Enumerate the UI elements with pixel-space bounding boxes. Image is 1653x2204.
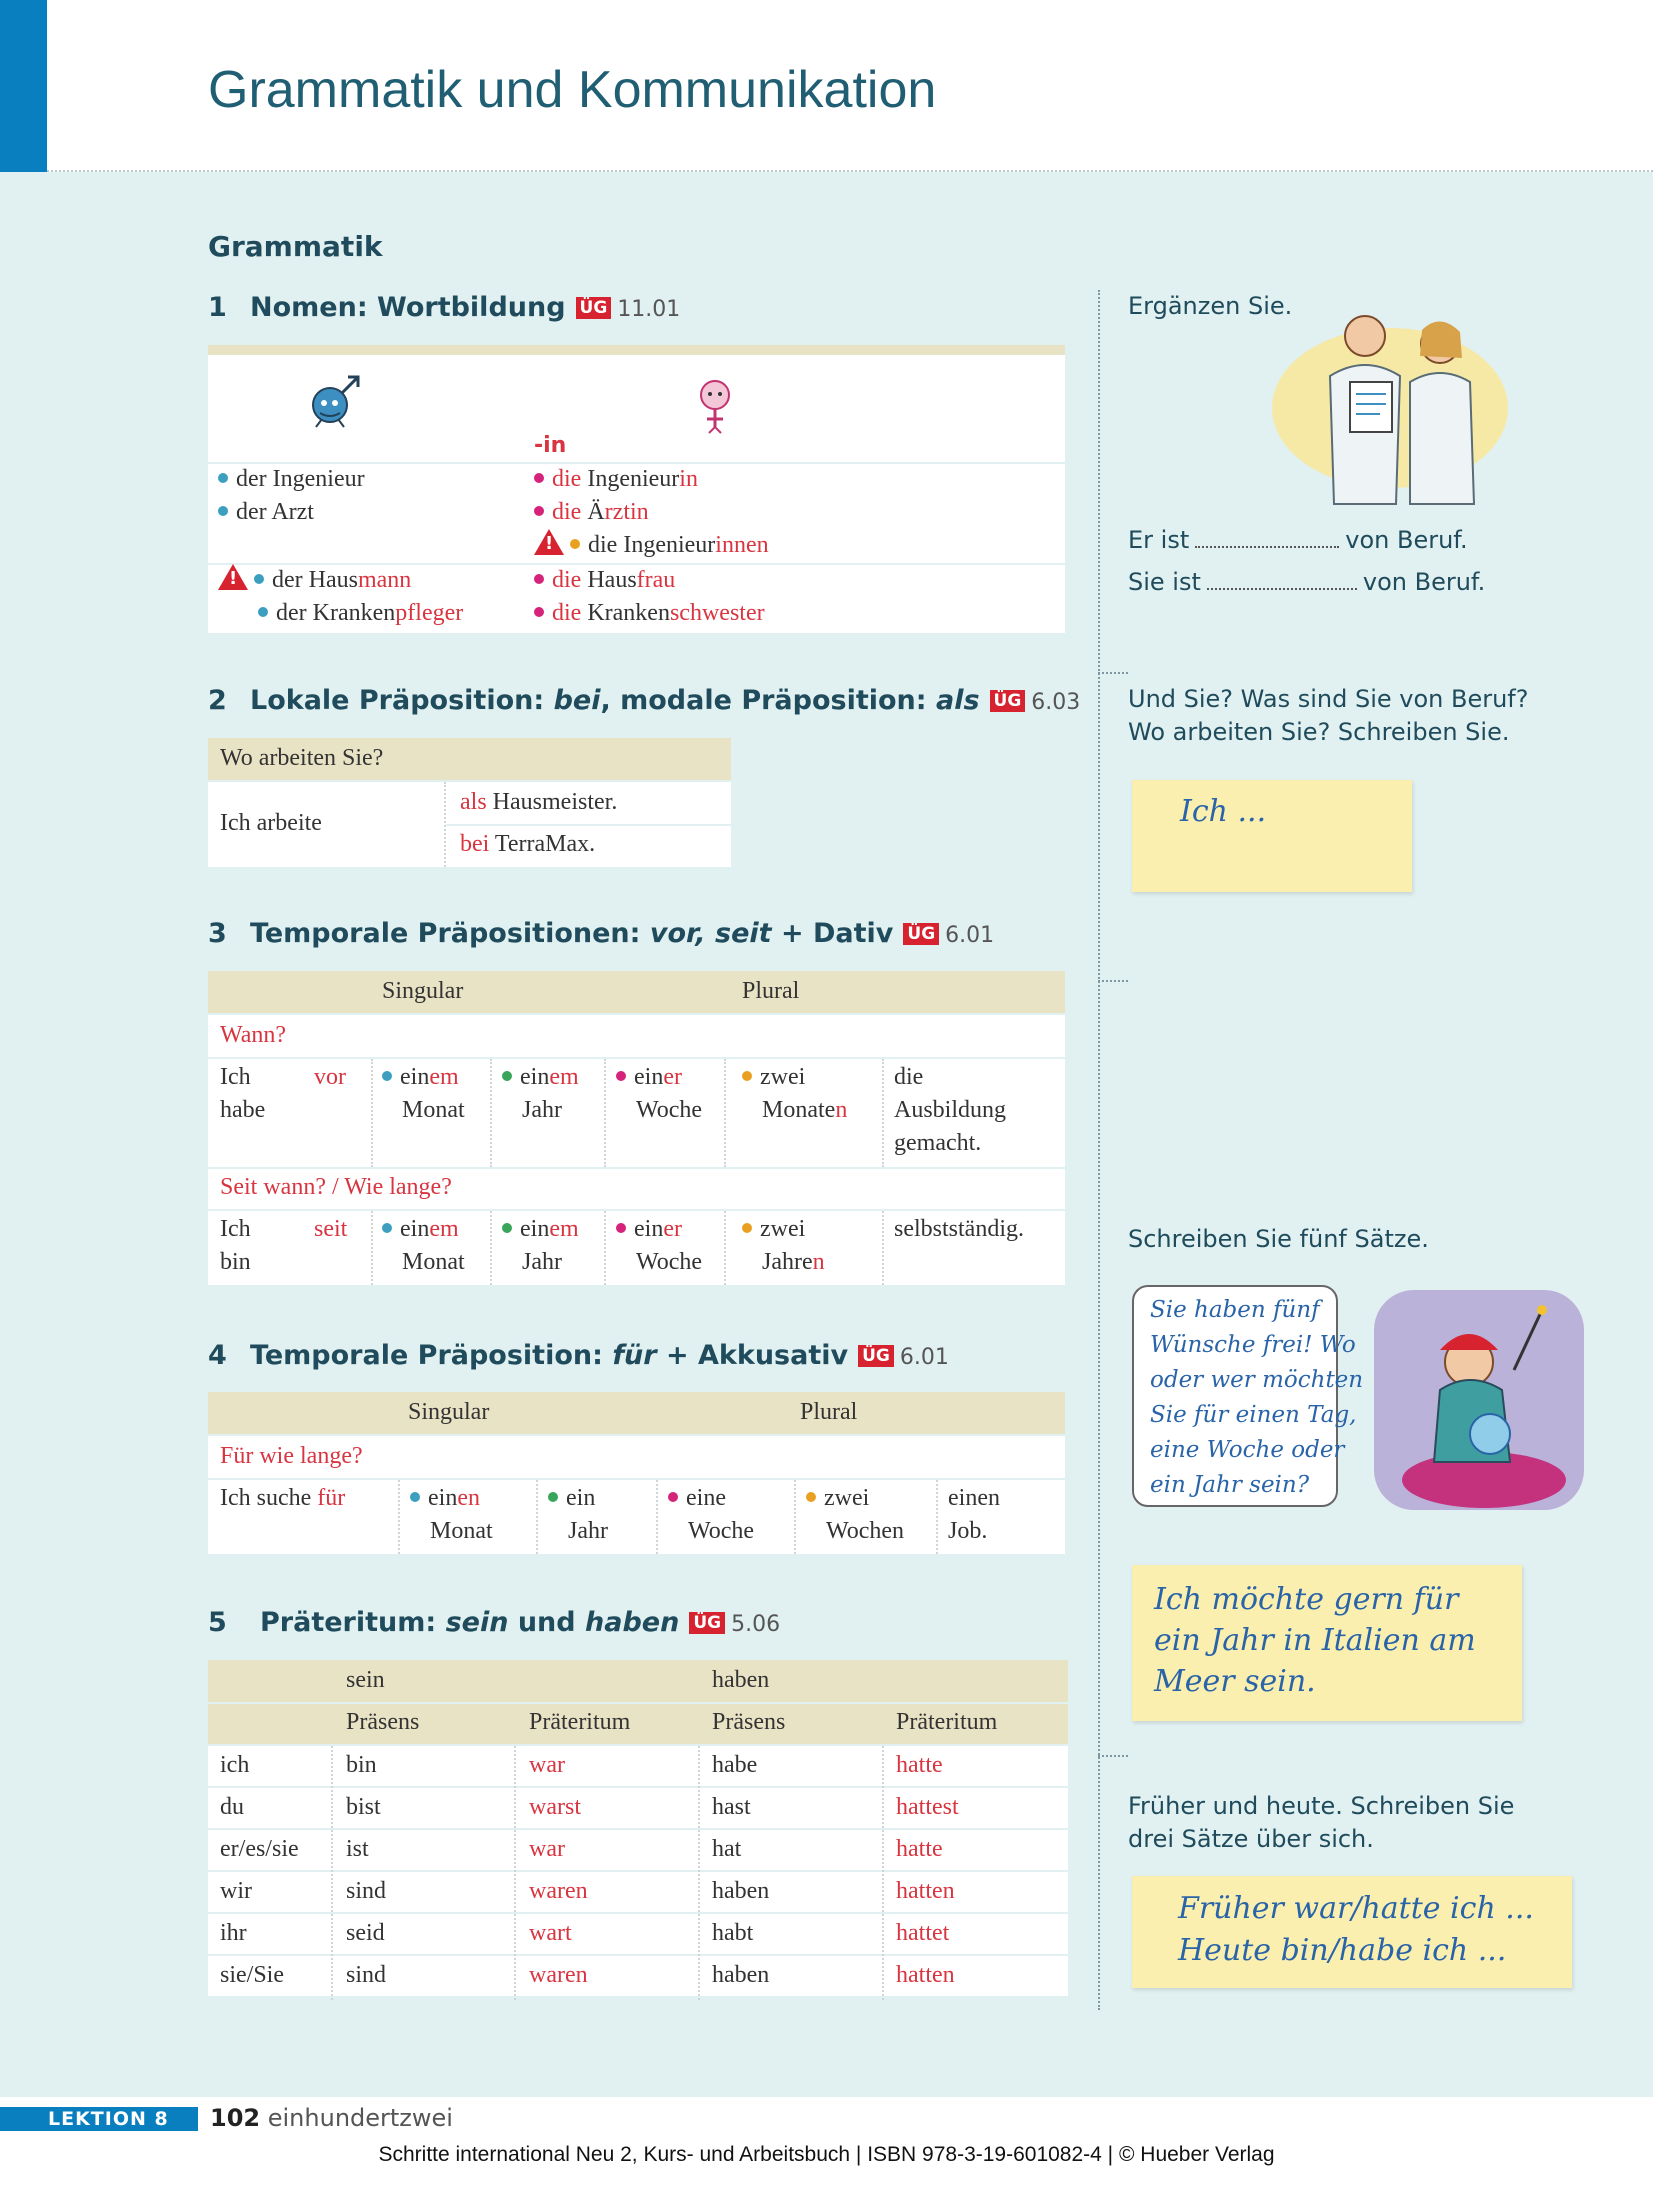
s3-r1-c3n: Woche [636, 1097, 703, 1123]
s5-cell: hat [712, 1836, 742, 1862]
answer-note-1 [1132, 780, 1412, 892]
s5-cell: war [529, 1836, 565, 1862]
s3-q2: Seit wann? / Wie lange? [220, 1174, 452, 1200]
side-sie-ist: Sie ist von Beruf. [1128, 568, 1486, 596]
s4-header [208, 1392, 1065, 1434]
s5-cell: habt [712, 1920, 754, 1946]
s3-r2-e1: selbstständig. [894, 1216, 1024, 1242]
s5-cell: waren [529, 1962, 588, 1988]
s5-cell: habe [712, 1752, 758, 1778]
ug-badge: ÜG [858, 1345, 894, 1367]
s4-singular: Singular [408, 1399, 490, 1425]
s3-r1-c2n: Jahr [522, 1097, 562, 1123]
s3-r2-c1: einem [382, 1213, 459, 1246]
s3-table [208, 1015, 1065, 1285]
s3-r1-c1n: Monat [402, 1097, 465, 1123]
s4-c1n: Monat [430, 1518, 493, 1544]
s5-table [208, 1746, 1068, 2000]
s3-r1-c3: einer [616, 1061, 682, 1094]
s5-cell: hast [712, 1794, 751, 1820]
s3-r1-c4n: Monaten [762, 1097, 848, 1123]
s3-r1-subj: Ich [220, 1064, 251, 1090]
side-er-ist: Er ist von Beruf. [1128, 526, 1468, 554]
fortune-teller-illustration [1374, 1290, 1584, 1515]
s5-cell: ihr [220, 1920, 247, 1946]
bubble-line: oder wer möchten [1150, 1367, 1364, 1393]
accent-bar [0, 0, 47, 172]
s5-cell: haben [712, 1962, 770, 1988]
s3-header [208, 971, 1065, 1013]
s5-cell: wir [220, 1878, 252, 1904]
s5-cell: sie/Sie [220, 1962, 284, 1988]
footer-credit: Schritte international Neu 2, Kurs- und Arbeitsbuch | ISBN 978-3-19-601082-4 | © Hueber Verlag [378, 2143, 1275, 2166]
answer-note-2-line: Meer sein. [1154, 1664, 1316, 1699]
s4-c3: eine [668, 1482, 726, 1515]
s5-cell: wart [529, 1920, 572, 1946]
s5-h-praeteritum-2: Präteritum [896, 1709, 998, 1735]
doctors-illustration [1270, 298, 1510, 517]
s2-header [208, 738, 731, 780]
s5-cell: er/es/sie [220, 1836, 299, 1862]
s1-heading: 1 Nomen: Wortbildung ÜG 11.01 [208, 292, 681, 323]
s5-h-haben: haben [712, 1667, 770, 1693]
s5-cell: hatten [896, 1878, 955, 1904]
s1-right-3: !die Ingenieurinnen [534, 529, 769, 562]
s3-r2-c3: einer [616, 1213, 682, 1246]
s2-subject: Ich arbeite [220, 810, 322, 836]
s1-band [208, 345, 1065, 355]
bubble-line: Sie für einen Tag, [1150, 1402, 1357, 1428]
s4-table [208, 1436, 1065, 1554]
s3-r1-verb: habe [220, 1097, 266, 1123]
s5-cell: sind [346, 1878, 387, 1904]
s3-r2-subj: Ich [220, 1216, 251, 1242]
s3-singular: Singular [382, 978, 464, 1004]
s5-h-praesens-1: Präsens [346, 1709, 420, 1735]
s2-row2: bei TerraMax. [460, 831, 596, 857]
male-figure-icon [306, 373, 364, 438]
s1-suffix: -in [534, 433, 567, 458]
s3-r2-c3n: Woche [636, 1249, 703, 1275]
section-heading: Grammatik [208, 230, 383, 263]
footer-lektion-band [0, 2107, 198, 2131]
s4-question: Für wie lange? [220, 1443, 363, 1469]
side-instruction-4b: drei Sätze über sich. [1128, 1825, 1374, 1853]
s1-left-1: der Ingenieur [218, 463, 365, 496]
s5-cell: du [220, 1794, 244, 1820]
female-figure-icon [695, 377, 735, 440]
speech-bubble [1132, 1285, 1364, 1507]
s1-left-4: der Krankenpfleger [258, 597, 463, 630]
page-title: Grammatik und Kommunikation [208, 61, 937, 119]
s5-h-sein: sein [346, 1667, 385, 1693]
s5-heading: 5 Präteritum: sein und haben ÜG 5.06 [208, 1607, 781, 1638]
warning-icon [534, 529, 564, 555]
s2-row1: als Hausmeister. [460, 789, 618, 815]
bubble-line: Wünsche frei! Wo [1150, 1332, 1356, 1358]
s1-table [208, 355, 1065, 633]
sidebar-divider [1098, 290, 1100, 2010]
side-instruction-3: Schreiben Sie fünf Sätze. [1128, 1225, 1429, 1253]
footer-page: 102 einhundertzwei [210, 2104, 453, 2132]
answer-note-2-line: Ich möchte gern für [1154, 1582, 1459, 1617]
s4-e1: einen [948, 1485, 1000, 1511]
answer-note-2 [1132, 1565, 1522, 1721]
warning-icon [218, 564, 248, 590]
s3-r2-c1n: Monat [402, 1249, 465, 1275]
s5-cell: ich [220, 1752, 250, 1778]
side-instruction-2b: Wo arbeiten Sie? Schreiben Sie. [1128, 718, 1510, 746]
answer-note-3 [1132, 1876, 1572, 1988]
s3-r2-c4n: Jahren [762, 1249, 825, 1275]
s3-r1-c2: einem [502, 1061, 579, 1094]
answer-note-3-line: Heute bin/habe ich ... [1178, 1933, 1507, 1968]
bubble-line: Sie haben fünf [1150, 1297, 1320, 1323]
s4-c2: ein [548, 1482, 595, 1515]
answer-note-3-line: Früher war/hatte ich ... [1178, 1891, 1534, 1926]
s3-r2-verb: bin [220, 1249, 251, 1275]
s3-r1-c1: einem [382, 1061, 459, 1094]
s5-cell: hatten [896, 1962, 955, 1988]
s1-left-3: !der Hausmann [218, 564, 411, 597]
s2-heading: 2 Lokale Präposition: bei, modale Präposition: als ÜG 6.03 [208, 685, 1081, 716]
s3-r1-e2: Ausbildung [894, 1097, 1007, 1123]
side-instruction-4a: Früher und heute. Schreiben Sie [1128, 1792, 1515, 1820]
ug-badge: ÜG [689, 1612, 725, 1634]
ug-badge: ÜG [576, 297, 612, 319]
bubble-line: ein Jahr sein? [1150, 1472, 1310, 1498]
s1-right-2: die Ärztin [534, 496, 649, 529]
s1-right-4: die Hausfrau [534, 564, 675, 597]
s1-left-2: der Arzt [218, 496, 314, 529]
footer-lektion: LEKTION 8 [48, 2108, 169, 2130]
s5-cell: haben [712, 1878, 770, 1904]
s2-table [208, 782, 731, 867]
s5-cell: warst [529, 1794, 581, 1820]
answer-note-2-line: ein Jahr in Italien am [1154, 1623, 1476, 1658]
s5-h-praesens-2: Präsens [712, 1709, 786, 1735]
s3-heading: 3 Temporale Präpositionen: vor, seit + Dativ ÜG 6.01 [208, 918, 995, 949]
s5-h-praeteritum-1: Präteritum [529, 1709, 631, 1735]
s4-plural: Plural [800, 1399, 858, 1425]
s5-cell: ist [346, 1836, 369, 1862]
s5-cell: seid [346, 1920, 385, 1946]
s5-cell: waren [529, 1878, 588, 1904]
s3-q1: Wann? [220, 1022, 287, 1048]
s3-r1-c4: zwei [742, 1061, 805, 1094]
s3-r1-e3: gemacht. [894, 1130, 982, 1156]
s4-c1: einen [410, 1482, 480, 1515]
answer-note-1-text: Ich ... [1180, 794, 1267, 829]
bubble-line: eine Woche oder [1150, 1437, 1345, 1463]
side-instruction-2a: Und Sie? Was sind Sie von Beruf? [1128, 685, 1529, 713]
s4-c3n: Woche [688, 1518, 755, 1544]
s3-r2-prep: seit [314, 1216, 348, 1242]
s3-plural: Plural [742, 978, 800, 1004]
s5-cell: hatte [896, 1752, 943, 1778]
s3-r1-prep: vor [314, 1064, 346, 1090]
s4-subj: Ich suche für [220, 1485, 346, 1511]
s5-cell: hatte [896, 1836, 943, 1862]
s3-r2-c4: zwei [742, 1213, 805, 1246]
s4-c4n: Wochen [826, 1518, 905, 1544]
s5-header [208, 1660, 1068, 1744]
s3-r2-c2: einem [502, 1213, 579, 1246]
s3-r2-c2n: Jahr [522, 1249, 562, 1275]
s5-cell: bist [346, 1794, 381, 1820]
s3-r1-e1: die [894, 1064, 924, 1090]
s5-cell: hattet [896, 1920, 950, 1946]
s5-cell: bin [346, 1752, 377, 1778]
ug-badge: ÜG [990, 690, 1026, 712]
s5-cell: sind [346, 1962, 387, 1988]
side-instruction-1: Ergänzen Sie. [1128, 292, 1293, 320]
s4-e2: Job. [948, 1518, 988, 1544]
s5-cell: war [529, 1752, 565, 1778]
s1-right-1: die Ingenieurin [534, 463, 698, 496]
s1-right-5: die Krankenschwester [534, 597, 765, 630]
s4-heading: 4 Temporale Präposition: für + Akkusativ ÜG 6.01 [208, 1340, 949, 1371]
s4-c4: zwei [806, 1482, 869, 1515]
ug-badge: ÜG [903, 923, 939, 945]
s5-cell: hattest [896, 1794, 959, 1820]
s2-question: Wo arbeiten Sie? [220, 745, 384, 771]
s4-c2n: Jahr [568, 1518, 608, 1544]
